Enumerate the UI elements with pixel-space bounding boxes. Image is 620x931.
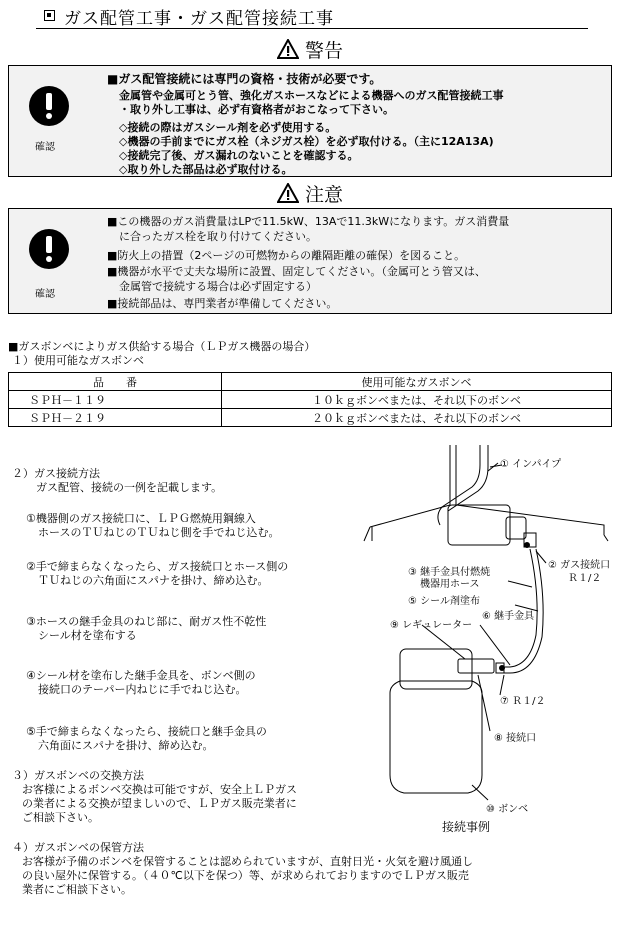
table-cell: ＳＰＨ－１１９ <box>9 391 222 409</box>
warning-heading-text: 警告 <box>304 39 343 62</box>
step-line: ①機器側のガス接続口に、ＬＰＧ燃焼用鋼線入 <box>26 512 256 525</box>
table-row <box>9 391 612 409</box>
storage-line: 業者にご相談下さい。 <box>22 883 132 896</box>
lp-heading: ■ガスボンベによりガス供給する場合（ＬＰガス機器の場合） <box>8 340 316 353</box>
caution-line: に合ったガス栓を取り付けてください。 <box>119 230 317 243</box>
caution-triangle-icon <box>277 183 299 203</box>
step-line: ⑤手で締まらなくなったら、接続口と継手金具の <box>26 725 267 738</box>
table-row <box>9 409 612 427</box>
caution-line: ■接続部品は、専門業者が準備してください。 <box>107 297 338 310</box>
lp-subheading-2-desc: ガス配管、接続の一例を記載します。 <box>36 481 223 494</box>
label-r12: ⑦ Ｒ１/２ <box>500 696 546 707</box>
warning-line: ◇接続完了後、ガス漏れのないことを確認する。 <box>119 149 359 162</box>
exchange-line: の業者による交換が望ましいので、ＬＰガス販売業者に <box>22 797 297 810</box>
step-line: 接続口のテーパー内ねじに手でねじ込む。 <box>38 683 247 696</box>
label-gas-port: ② ガス接続口 <box>548 560 611 571</box>
table-cell: ２０ｋｇボンベまたは、それ以下のボンベ <box>222 409 612 427</box>
warning-heading <box>0 36 620 62</box>
page-header <box>36 4 588 29</box>
label-hose: ③ 継手金具付燃焼 <box>408 567 491 578</box>
caution-heading-text: 注意 <box>304 183 343 206</box>
caution-icon-label: 確認 <box>35 289 55 300</box>
step-line: ＴＵねじの六角面にスパナを掛け、締め込む。 <box>38 574 269 587</box>
label-fitting: ⑥ 継手金具 <box>482 611 535 622</box>
table-header-row <box>9 373 612 391</box>
warning-line: ■ガス配管接続には専門の資格・技術が必要です。 <box>107 72 382 86</box>
label-regulator: ⑨ レギュレーター <box>390 620 473 631</box>
exclamation-icon <box>29 86 69 126</box>
square-bullet-icon <box>44 10 55 21</box>
label-hose-2: 機器用ホース <box>420 579 480 590</box>
warning-line: ・取り外し工事は、必ず有資格者がおこなって下さい。 <box>119 103 394 116</box>
storage-line: の良い屋外に保管する。（４０℃以下を保つ）等、が求められておりますのでＬＰガス販売 <box>22 869 469 882</box>
table-header: 品 番 <box>9 373 222 391</box>
diagram-caption: 接続事例 <box>442 820 491 834</box>
caution-line: ■この機器のガス消費量はLPで11.5kW、13Aで11.3kWになります。ガス消費量 <box>107 215 510 228</box>
exchange-line: ご相談下さい。 <box>22 811 99 824</box>
step-line: 六角面にスパナを掛け、締め込む。 <box>38 739 214 752</box>
page-title: ガス配管工事・ガス配管接続工事 <box>64 9 334 29</box>
label-seal: ⑤ シール剤塗布 <box>408 596 480 607</box>
label-port: ⑧ 接続口 <box>494 733 537 744</box>
step-line: ホースのＴＵねじのＴＵねじ側を手でねじ込む。 <box>38 526 280 539</box>
label-inpipe: ① インパイプ <box>500 459 562 470</box>
step-line: ③ホースの継手金具のねじ部に、耐ガス性不乾性 <box>26 615 267 628</box>
connection-diagram <box>360 445 615 845</box>
storage-line: お客様が予備のボンベを保管することは認められていますが、直射日光・火気を避け風通し <box>22 855 473 868</box>
caution-heading <box>0 180 620 206</box>
table-cell: １０ｋｇボンベまたは、それ以下のボンベ <box>222 391 612 409</box>
step-line: シール材を塗布する <box>38 629 137 642</box>
exclamation-icon <box>29 229 69 269</box>
caution-panel <box>8 208 612 314</box>
caution-line: 金属管で接続する場合は必ず固定する） <box>119 280 317 293</box>
step-line: ②手で締まらなくなったら、ガス接続口とホース側の <box>26 560 289 573</box>
caution-line: ■防火上の措置（2ページの可燃物からの離隔距離の確保）を図ること。 <box>107 249 466 262</box>
cylinder-table <box>8 372 612 427</box>
lp-subheading-1: １）使用可能なガスボンベ <box>12 354 144 367</box>
warning-line: ◇取り外した部品は必ず取付ける。 <box>119 163 293 176</box>
exchange-line: お客様によるボンベ交換は可能ですが、安全上ＬＰガス <box>22 783 297 796</box>
warning-triangle-icon <box>277 39 299 59</box>
caution-line: ■機器が水平で丈夫な場所に設置、固定してください。（金属可とう管又は、 <box>107 265 486 278</box>
warning-icon-label: 確認 <box>35 142 55 153</box>
table-cell: ＳＰＨ－２１９ <box>9 409 222 427</box>
lp-subheading-3: ３）ガスボンベの交換方法 <box>12 769 144 782</box>
table-header: 使用可能なガスボンベ <box>222 373 612 391</box>
warning-line: 金属管や金属可とう管、強化ガスホースなどによる機器へのガス配管接続工事 <box>119 89 504 102</box>
warning-line: ◇機器の手前までにガス栓（ネジガス栓）を必ず取付ける。（主に12A13A) <box>119 135 494 148</box>
label-gas-port-size: Ｒ１/２ <box>568 573 602 584</box>
warning-line: ◇接続の際はガスシール剤を必ず使用する。 <box>119 121 337 134</box>
label-cylinder: ⑩ ボンベ <box>486 804 529 815</box>
lp-subheading-4: ４）ガスボンベの保管方法 <box>12 841 144 854</box>
lp-subheading-2: ２）ガス接続方法 <box>12 467 100 480</box>
step-line: ④シール材を塗布した継手金具を、ボンベ側の <box>26 669 256 682</box>
warning-panel <box>8 65 612 177</box>
